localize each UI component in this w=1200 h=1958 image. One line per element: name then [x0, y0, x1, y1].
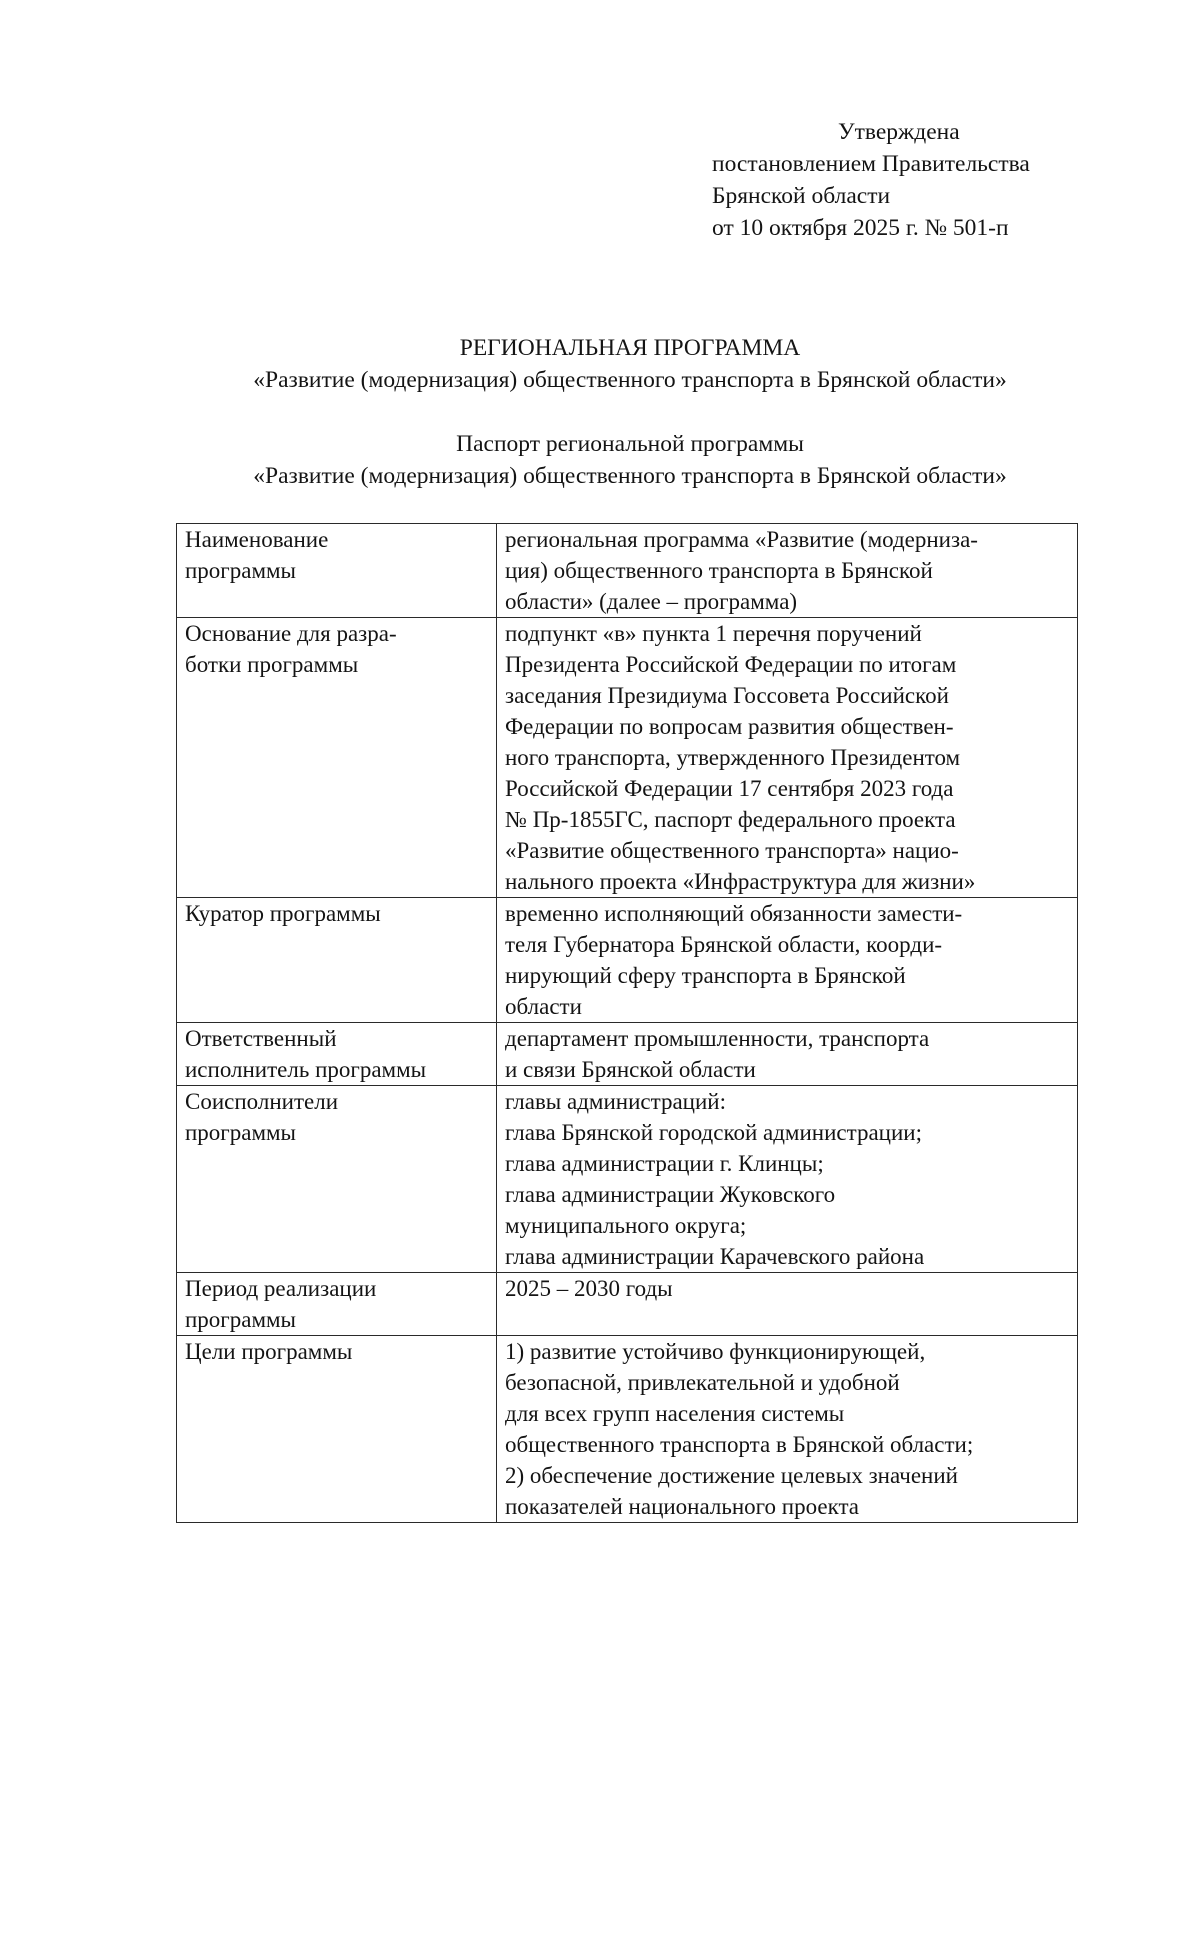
- row-value-cell: [497, 524, 1078, 618]
- row-value-line: нального проекта «Инфраструктура для жизни»: [505, 869, 976, 894]
- row-value-line: региональная программа «Развитие (модерниза-: [505, 527, 978, 552]
- approval-line: Брянской области: [712, 183, 891, 209]
- row-value-line: 2025 – 2030 годы: [505, 1276, 673, 1301]
- program-subheading: «Развитие (модернизация) общественного транспорта в Брянской области»: [253, 367, 1007, 393]
- row-value-cell: [497, 1086, 1078, 1273]
- passport-table: [176, 523, 1078, 1523]
- row-value-line: Президента Российской Федерации по итогам: [505, 652, 957, 677]
- row-label-line: ботки программы: [185, 652, 359, 677]
- row-value-line: 2) обеспечение достижение целевых значений: [505, 1463, 958, 1488]
- row-value-line: и связи Брянской области: [505, 1057, 756, 1082]
- table-row: [177, 618, 1078, 898]
- table-row: [177, 524, 1078, 618]
- row-value-cell: [497, 1273, 1078, 1336]
- row-value-line: ного транспорта, утвержденного Президентом: [505, 745, 961, 770]
- table-row: [177, 1336, 1078, 1523]
- row-value-line: заседания Президиума Госсовета Российской: [505, 683, 949, 708]
- row-value-cell: [497, 1336, 1078, 1523]
- approval-line: от 10 октября 2025 г. № 501-п: [712, 215, 1009, 241]
- row-value-line: подпункт «в» пункта 1 перечня поручений: [505, 621, 922, 646]
- row-value-line: 1) развитие устойчиво функционирующей,: [505, 1339, 926, 1364]
- table-row: [177, 1086, 1078, 1273]
- row-label-cell: [177, 1273, 497, 1336]
- approval-line: постановлением Правительства: [712, 151, 1030, 177]
- row-value-line: для всех групп населения системы: [505, 1401, 845, 1426]
- row-value-line: глава администрации Жуковского: [505, 1182, 836, 1207]
- passport-subheading: «Развитие (модернизация) общественного транспорта в Брянской области»: [253, 463, 1007, 489]
- row-label-cell: [177, 618, 497, 898]
- row-value-line: № Пр-1855ГС, паспорт федерального проекта: [505, 807, 956, 832]
- row-value-line: общественного транспорта в Брянской области;: [505, 1432, 974, 1457]
- row-value-line: «Развитие общественного транспорта» нацио-: [505, 838, 959, 863]
- row-value-line: Федерации по вопросам развития обществен-: [505, 714, 954, 739]
- row-value-line: департамент промышленности, транспорта: [505, 1026, 930, 1051]
- passport-table-body: [177, 524, 1078, 1523]
- row-label-line: Наименование: [185, 527, 329, 552]
- row-value-cell: [497, 898, 1078, 1023]
- row-label-line: исполнитель программы: [185, 1057, 427, 1082]
- row-label-line: Ответственный: [185, 1026, 337, 1051]
- row-label-line: программы: [185, 558, 297, 583]
- passport-title: [30, 428, 1200, 492]
- row-label-line: программы: [185, 1120, 297, 1145]
- row-value-line: муниципального округа;: [505, 1213, 747, 1238]
- row-value-line: ция) общественного транспорта в Брянской: [505, 558, 933, 583]
- row-value-line: области» (далее – программа): [505, 589, 798, 614]
- row-value-cell: [497, 1023, 1078, 1086]
- row-label-line: Куратор программы: [185, 901, 381, 926]
- row-label-cell: [177, 524, 497, 618]
- row-value-line: глава администрации г. Клинцы;: [505, 1151, 824, 1176]
- passport-heading: Паспорт региональной программы: [456, 431, 804, 457]
- row-label-line: Период реализации: [185, 1276, 377, 1301]
- row-value-cell: [497, 618, 1078, 898]
- row-value-line: показателей национального проекта: [505, 1494, 859, 1519]
- row-label-cell: [177, 1086, 497, 1273]
- row-value-line: теля Губернатора Брянской области, коорди-: [505, 932, 943, 957]
- row-label-cell: [177, 898, 497, 1023]
- row-label-line: Основание для разра-: [185, 621, 397, 646]
- table-row: [177, 1273, 1078, 1336]
- row-value-line: глава Брянской городской администрации;: [505, 1120, 922, 1145]
- row-label-cell: [177, 1336, 497, 1523]
- row-value-line: глава администрации Карачевского района: [505, 1244, 925, 1269]
- row-label-cell: [177, 1023, 497, 1086]
- document-title: [30, 332, 1200, 396]
- row-value-line: нирующий сферу транспорта в Брянской: [505, 963, 906, 988]
- row-value-line: безопасной, привлекательной и удобной: [505, 1370, 900, 1395]
- row-label-line: Цели программы: [185, 1339, 353, 1364]
- row-value-line: Российской Федерации 17 сентября 2023 года: [505, 776, 954, 801]
- row-value-line: временно исполняющий обязанности замести-: [505, 901, 963, 926]
- row-value-line: главы администраций:: [505, 1089, 726, 1114]
- row-value-line: области: [505, 994, 582, 1019]
- row-label-line: Соисполнители: [185, 1089, 339, 1114]
- row-label-line: программы: [185, 1307, 297, 1332]
- approval-line: Утверждена: [838, 119, 960, 145]
- table-row: [177, 1023, 1078, 1086]
- program-heading: РЕГИОНАЛЬНАЯ ПРОГРАММА: [459, 335, 801, 361]
- approval-stamp: [712, 116, 1030, 244]
- table-row: [177, 898, 1078, 1023]
